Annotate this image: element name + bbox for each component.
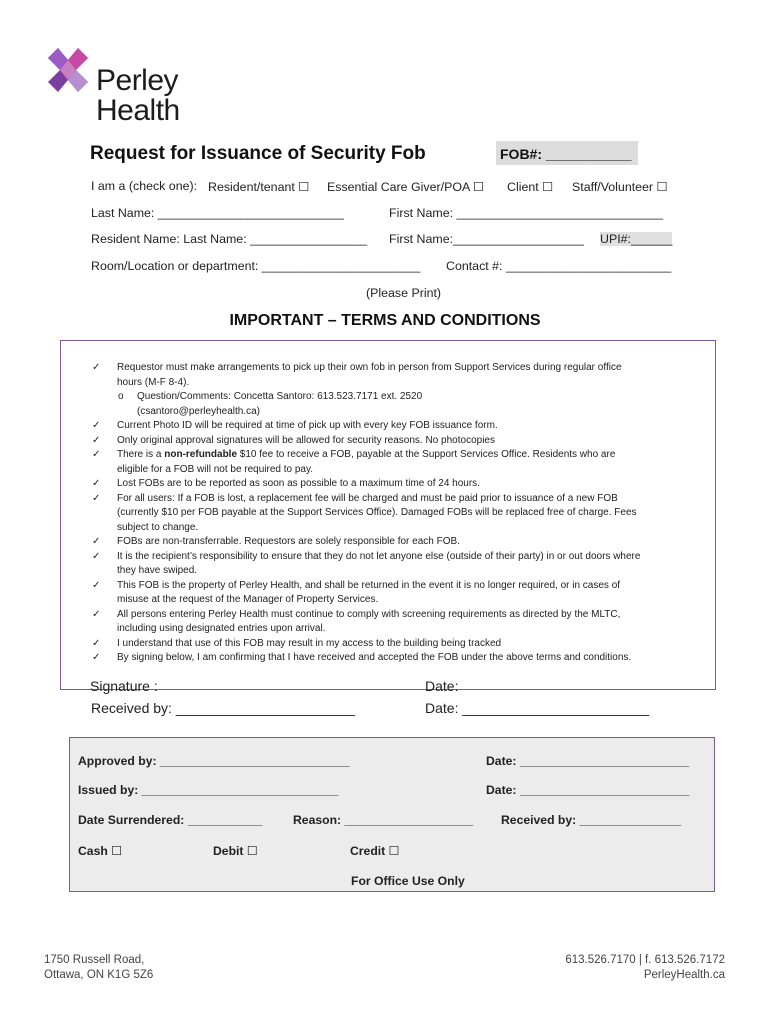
terms-line: Lost FOBs are to be reported as soon as possible to a maximum time of 24 hours. xyxy=(117,478,480,489)
terms-item xyxy=(92,637,702,652)
terms-bold-text: non-refundable xyxy=(164,449,238,460)
footer-website[interactable]: PerleyHealth.ca xyxy=(643,969,725,981)
terms-heading: IMPORTANT – TERMS AND CONDITIONS xyxy=(229,312,541,329)
perley-health-logo-icon xyxy=(44,46,92,96)
terms-item xyxy=(92,651,702,666)
terms-item xyxy=(92,492,702,536)
page-title: Request for Issuance of Security Fob xyxy=(90,143,426,164)
terms-line: Requestor must make arrangements to pick up their own fob in person from Support Services during regular office xyxy=(117,362,622,373)
received-date-field[interactable]: Date: ________________________ xyxy=(425,700,650,716)
terms-item xyxy=(92,550,702,579)
terms-line: (csantoro@perleyhealth.ca) xyxy=(137,405,260,417)
fob-number-field[interactable]: FOB#: ___________ xyxy=(500,146,632,162)
terms-line: eligible for a FOB will not be required to pay. xyxy=(117,463,314,475)
footer-phone: 613.526.7170 | f. 613.526.7172 xyxy=(565,954,725,966)
last-name-field[interactable]: Last Name: ___________________________ xyxy=(91,206,344,220)
terms-line: FOBs are non-transferrable. Requestors are solely responsible for each FOB. xyxy=(117,536,460,547)
terms-sub-item xyxy=(92,390,702,419)
checkmark-icon: ✓ xyxy=(92,652,101,663)
checkmark-icon: ✓ xyxy=(92,637,101,649)
checkmark-icon: ✓ xyxy=(92,550,101,562)
signature-date-label[interactable]: Date: xyxy=(425,678,459,694)
office-use-note: For Office Use Only xyxy=(351,874,465,888)
approved-date-field[interactable]: Date: _________________________ xyxy=(486,754,690,768)
received-by-field[interactable]: Received by: _______________________ xyxy=(91,700,355,716)
checkmark-icon: ✓ xyxy=(92,579,101,591)
checkmark-icon: ✓ xyxy=(92,536,101,547)
upi-field[interactable]: UPI#:______ xyxy=(600,232,673,246)
checkmark-icon: ✓ xyxy=(92,492,101,504)
reason-field[interactable]: Reason: ___________________ xyxy=(293,813,474,827)
terms-line: This FOB is the property of Perley Health, and shall be returned in the event it is no longer required, or in cases of xyxy=(117,579,621,591)
terms-item xyxy=(92,535,702,550)
terms-line: By signing below, I am confirming that I have received and accepted the FOB under the above terms and conditions. xyxy=(117,652,632,663)
terms-line: hours (M-F 8-4). xyxy=(117,376,190,388)
terms-line: including using designated entries upon arrival. xyxy=(117,623,326,634)
footer-address-line2: Ottawa, ON K1G 5Z6 xyxy=(44,969,154,981)
terms-list xyxy=(92,361,702,666)
credit-checkbox[interactable]: Credit ☐ xyxy=(350,844,400,858)
terms-text: $10 fee to receive a FOB, payable at the Support Services Office. Residents who are xyxy=(237,449,616,460)
resident-first-name-field[interactable]: First Name:___________________ xyxy=(389,232,584,246)
logo-text-health: Health xyxy=(96,94,180,127)
check-one-label: I am a (check one): xyxy=(91,179,198,193)
resident-last-name-field[interactable]: Resident Name: Last Name: _________________ xyxy=(91,232,368,246)
footer-address-line1: 1750 Russell Road, xyxy=(44,954,145,966)
first-name-field[interactable]: First Name: ______________________________ xyxy=(389,206,664,220)
checkmark-icon: ✓ xyxy=(92,478,101,489)
terms-item xyxy=(92,608,702,637)
terms-line: Question/Comments: Concetta Santoro: 613.523.7171 ext. 2520 xyxy=(137,391,423,402)
debit-checkbox[interactable]: Debit ☐ xyxy=(213,844,258,858)
contact-field[interactable]: Contact #: ________________________ xyxy=(446,259,672,273)
room-location-field[interactable]: Room/Location or department: _______________________ xyxy=(91,259,421,273)
signature-label[interactable]: Signature : xyxy=(90,678,158,694)
terms-line: I understand that use of this FOB may result in my access to the building being tracked xyxy=(117,637,502,649)
terms-line: Only original approval signatures will be allowed for security reasons. No photocopies xyxy=(117,434,495,446)
terms-item xyxy=(92,419,702,434)
terms-line: they have swiped. xyxy=(117,565,198,576)
terms-item xyxy=(92,448,702,477)
issued-date-field[interactable]: Date: _________________________ xyxy=(486,783,690,797)
terms-line: All persons entering Perley Health must continue to comply with screening requirements as directed by the MLTC, xyxy=(117,608,621,620)
resident-tenant-checkbox[interactable]: Resident/tenant ☐ xyxy=(208,180,310,194)
checkmark-icon: ✓ xyxy=(92,608,101,620)
checkmark-icon: ✓ xyxy=(92,420,101,431)
terms-item xyxy=(92,434,702,449)
checkmark-icon: ✓ xyxy=(92,434,101,446)
please-print-note: (Please Print) xyxy=(366,286,442,300)
terms-item xyxy=(92,579,702,608)
terms-line xyxy=(117,448,702,463)
checkmark-icon: ✓ xyxy=(92,449,101,460)
cash-checkbox[interactable]: Cash ☐ xyxy=(78,844,123,858)
checkmark-icon: ✓ xyxy=(92,362,101,373)
terms-item xyxy=(92,477,702,492)
issued-by-field[interactable]: Issued by: _____________________________ xyxy=(78,783,339,797)
terms-line: (currently $10 per FOB payable at the Support Services Office). Damaged FOBs will be replaced free of charge. Fees xyxy=(117,507,637,518)
terms-line: subject to change. xyxy=(117,521,199,533)
terms-line: Current Photo ID will be required at time of pick up with every key FOB issuance form. xyxy=(117,420,498,431)
staff-volunteer-checkbox[interactable]: Staff/Volunteer ☐ xyxy=(572,180,668,194)
client-checkbox[interactable]: Client ☐ xyxy=(507,180,554,194)
approved-by-field[interactable]: Approved by: ____________________________ xyxy=(78,754,350,768)
terms-line: misuse at the request of the Manager of Property Services. xyxy=(117,594,379,605)
bullet-circle-icon: o xyxy=(118,391,124,402)
terms-item xyxy=(92,361,702,390)
logo-text-perley: Perley xyxy=(96,64,179,97)
terms-line: It is the recipient’s responsibility to ensure that they do not let anyone else (outside of their party) in or out doors where xyxy=(117,550,641,562)
essential-caregiver-checkbox[interactable]: Essential Care Giver/POA ☐ xyxy=(327,180,485,194)
date-surrendered-field[interactable]: Date Surrendered: ___________ xyxy=(78,813,263,827)
terms-line: For all users: If a FOB is lost, a replacement fee will be charged and must be paid prior to issuance of a new FOB xyxy=(117,492,618,504)
terms-text: There is a xyxy=(117,449,165,460)
office-received-by-field[interactable]: Received by: _______________ xyxy=(501,813,682,827)
